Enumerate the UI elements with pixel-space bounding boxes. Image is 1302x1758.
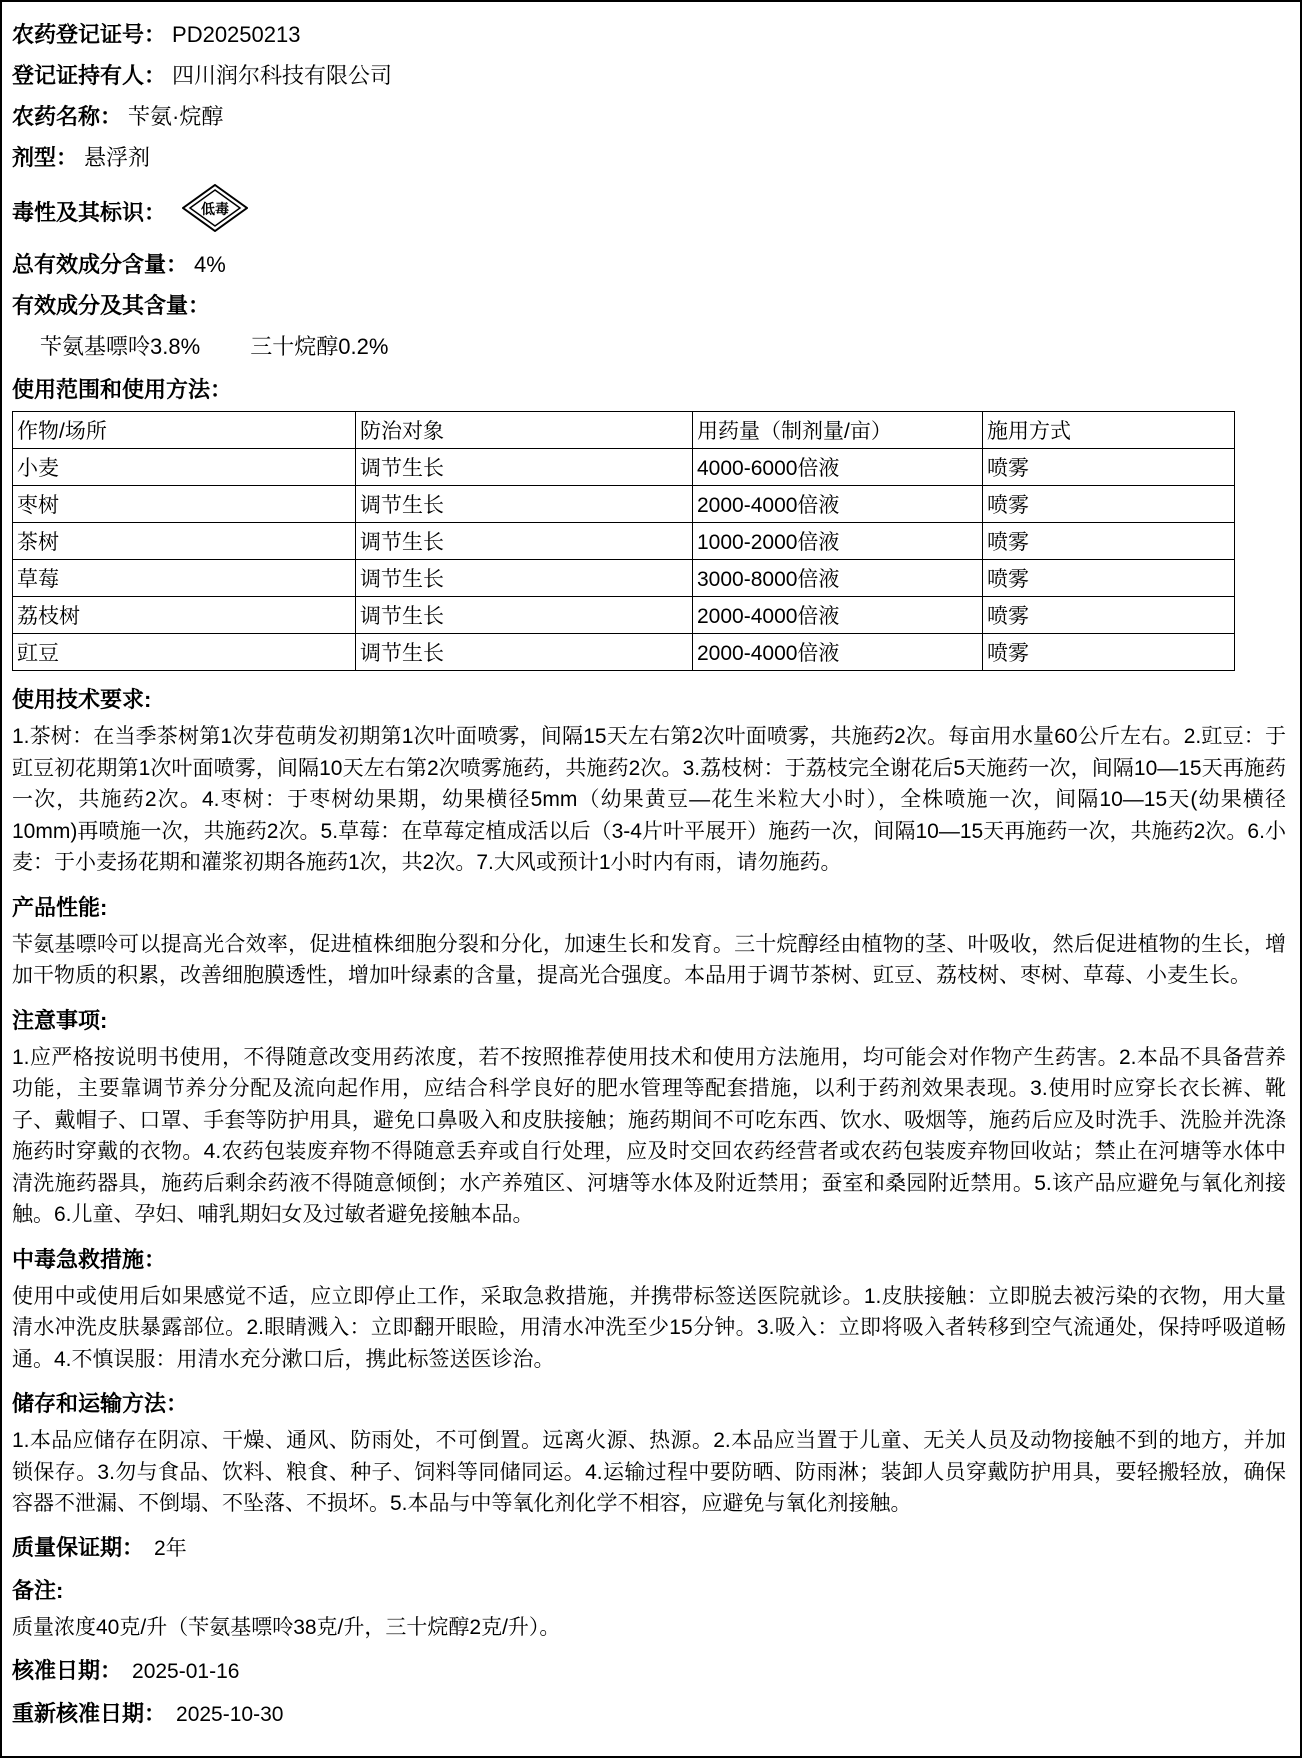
low-toxicity-diamond-icon	[182, 184, 248, 238]
total-active-content-label: 总有效成分含量：	[12, 252, 189, 277]
reapproval-date-value: 2025-10-30	[176, 1703, 284, 1726]
formulation-field	[12, 143, 1286, 172]
ingredient-triacontanol: 三十烷醇0.2%	[250, 334, 389, 359]
cell-method: 喷雾	[983, 486, 1235, 523]
reapproval-date-field	[12, 1699, 1286, 1729]
table-row	[13, 597, 1235, 634]
section-storage-transport	[12, 1389, 1286, 1520]
col-header-crop: 作物/场所	[13, 412, 356, 449]
approval-date-value: 2025-01-16	[132, 1660, 240, 1683]
cell-target: 调节生长	[356, 560, 693, 597]
certificate-holder-label: 登记证持有人：	[12, 63, 167, 88]
section-first-aid	[12, 1245, 1286, 1376]
active-ingredients-heading: 有效成分及其含量：	[12, 293, 211, 318]
certificate-holder-value: 四川润尔科技有限公司	[172, 63, 393, 88]
cell-method: 喷雾	[983, 449, 1235, 486]
pesticide-name-value: 苄氨·烷醇	[128, 104, 224, 129]
cell-crop: 茶树	[13, 523, 356, 560]
cell-crop: 枣树	[13, 486, 356, 523]
warranty-period-label: 质量保证期：	[12, 1534, 145, 1560]
remark-title: 备注:	[12, 1577, 64, 1603]
cell-crop: 小麦	[13, 449, 356, 486]
registration-number-value: PD20250213	[172, 22, 301, 47]
section-title: 中毒急救措施：	[12, 1246, 167, 1272]
cell-dosage: 3000-8000倍液	[693, 560, 983, 597]
section-body: 1.本品应储存在阴凉、干燥、通风、防雨处，不可倒置。远离火源、热源。2.本品应当置于儿童、无关人员及动物接触不到的地方，并加锁保存。3.勿与食品、饮料、粮食、种子、饲料等同储同运。4.运输过程中要防晒、防雨淋；装卸人员穿戴防护用具，要轻搬轻放，确保容器不泄漏、不倒塌、不坠落、不损坏。5.本品与中等氧化剂化学不相容，应避免与氧化剂接触。	[12, 1429, 1286, 1515]
cell-target: 调节生长	[356, 634, 693, 671]
col-header-dosage: 用药量（制剂量/亩）	[693, 412, 983, 449]
cell-dosage: 2000-4000倍液	[693, 634, 983, 671]
section-title: 储存和运输方法：	[12, 1391, 189, 1416]
toxicity-label: 毒性及其标识：	[12, 199, 167, 225]
active-ingredients-heading-row	[12, 291, 1286, 320]
registration-number-label: 农药登记证号：	[12, 22, 167, 47]
cell-dosage: 2000-4000倍液	[693, 597, 983, 634]
pesticide-name-field	[12, 102, 1286, 131]
active-ingredients-line	[40, 330, 1286, 361]
section-title: 注意事项:	[12, 1007, 108, 1033]
cell-target: 调节生长	[356, 486, 693, 523]
toxicity-field	[12, 184, 1286, 238]
approval-date-label: 核准日期：	[12, 1658, 123, 1683]
cell-crop: 豇豆	[13, 634, 356, 671]
section-body: 1.应严格按说明书使用，不得随意改变用药浓度，若不按照推荐使用技术和使用方法施用，均可能会对作物产生药害。2.本品不具备营养功能，主要靠调节养分分配及流向起作用，应结合科学良好的肥水管理等配套措施，以利于药剂效果表现。3.使用时应穿长衣长裤、靴子、戴帽子、口罩、手套等防护用具，避免口鼻吸入和皮肤接触；施药期间不可吃东西、饮水、吸烟等，施药后应及时洗手、洗脸并洗涤施药时穿戴的衣物。4.农药包装废弃物不得随意丢弃或自行处理，应及时交回农药经营者或农药包装废弃物回收站；禁止在河塘等水体中清洗施药器具，施药后剩余药液不得随意倾倒；水产养殖区、河塘等水体及附近禁用；蚕室和桑园附近禁用。5.该产品应避免与氧化剂接触。6.儿童、孕妇、哺乳期妇女及过敏者避免接触本品。	[12, 1045, 1286, 1226]
usage-table	[12, 411, 1235, 671]
cell-method: 喷雾	[983, 560, 1235, 597]
cell-method: 喷雾	[983, 597, 1235, 634]
col-header-method: 施用方式	[983, 412, 1235, 449]
registration-number-field	[12, 20, 1286, 49]
cell-crop: 草莓	[13, 560, 356, 597]
section-body: 苄氨基嘌呤可以提高光合效率，促进植株细胞分裂和分化，加速生长和发育。三十烷醇经由植物的茎、叶吸收，然后促进植物的生长，增加干物质的积累，改善细胞膜透性，增加叶绿素的含量，提高光合强度。本品用于调节茶树、豇豆、荔枝树、枣树、草莓、小麦生长。	[12, 932, 1286, 987]
warranty-period-value: 2年	[154, 1536, 187, 1560]
section-remark	[12, 1576, 1286, 1644]
low-toxicity-icon-text: 低毒	[201, 201, 230, 217]
table-row	[13, 523, 1235, 560]
formulation-value: 悬浮剂	[84, 145, 151, 170]
cell-target: 调节生长	[356, 523, 693, 560]
ingredient-benzylaminopurine: 苄氨基嘌呤3.8%	[40, 334, 201, 359]
table-row	[13, 449, 1235, 486]
section-body: 使用中或使用后如果感觉不适，应立即停止工作，采取急救措施，并携带标签送医院就诊。1.皮肤接触：立即脱去被污染的衣物，用大量清水冲洗皮肤暴露部位。2.眼睛溅入：立即翻开眼睑，用清水冲洗至少15分钟。3.吸入：立即将吸入者转移到空气流通处，保持呼吸道畅通。4.不慎误服：用清水充分漱口后，携此标签送医诊治。	[12, 1284, 1286, 1371]
section-usage-requirements	[12, 685, 1286, 879]
total-active-content-value: 4%	[194, 252, 226, 277]
formulation-label: 剂型：	[12, 145, 79, 170]
section-title: 产品性能:	[12, 894, 108, 920]
approval-date-field	[12, 1656, 1286, 1686]
section-product-performance	[12, 893, 1286, 992]
cell-method: 喷雾	[983, 634, 1235, 671]
warranty-period-field	[12, 1533, 1286, 1563]
cell-dosage: 2000-4000倍液	[693, 486, 983, 523]
table-row	[13, 560, 1235, 597]
section-precautions	[12, 1006, 1286, 1231]
cell-dosage: 4000-6000倍液	[693, 449, 983, 486]
cell-method: 喷雾	[983, 523, 1235, 560]
cell-dosage: 1000-2000倍液	[693, 523, 983, 560]
remark-body: 质量浓度40克/升（苄氨基嘌呤38克/升，三十烷醇2克/升）。	[12, 1615, 561, 1639]
cell-target: 调节生长	[356, 597, 693, 634]
cell-crop: 荔枝树	[13, 597, 356, 634]
total-active-content-field	[12, 250, 1286, 279]
table-row	[13, 634, 1235, 671]
pesticide-name-label: 农药名称：	[12, 104, 123, 129]
col-header-target: 防治对象	[356, 412, 693, 449]
cell-target: 调节生长	[356, 449, 693, 486]
section-title: 使用技术要求:	[12, 687, 152, 712]
usage-table-title: 使用范围和使用方法：	[12, 377, 233, 402]
section-body: 1.茶树：在当季茶树第1次芽苞萌发初期第1次叶面喷雾，间隔15天左右第2次叶面喷雾，共施药2次。每亩用水量60公斤左右。2.豇豆：于豇豆初花期第1次叶面喷雾，间隔10天左右第2次喷雾施药，共施药2次。3.荔枝树：于荔枝完全谢花后5天施药一次，间隔10—15天再施药一次，共施药2次。4.枣树：于枣树幼果期，幼果横径5mm（幼果黄豆—花生米粒大小时），全株喷施一次，间隔10—15天(幼果横径10mm)再喷施一次，共施药2次。5.草莓：在草莓定植成活以后（3-4片叶平展开）施药一次，间隔10—15天再施药一次，共施药2次。6.小麦：于小麦扬花期和灌浆初期各施药1次，共2次。7.大风或预计1小时内有雨，请勿施药。	[12, 725, 1286, 874]
reapproval-date-label: 重新核准日期：	[12, 1701, 167, 1726]
usage-table-header-row	[13, 412, 1235, 449]
certificate-holder-field	[12, 61, 1286, 90]
table-row	[13, 486, 1235, 523]
